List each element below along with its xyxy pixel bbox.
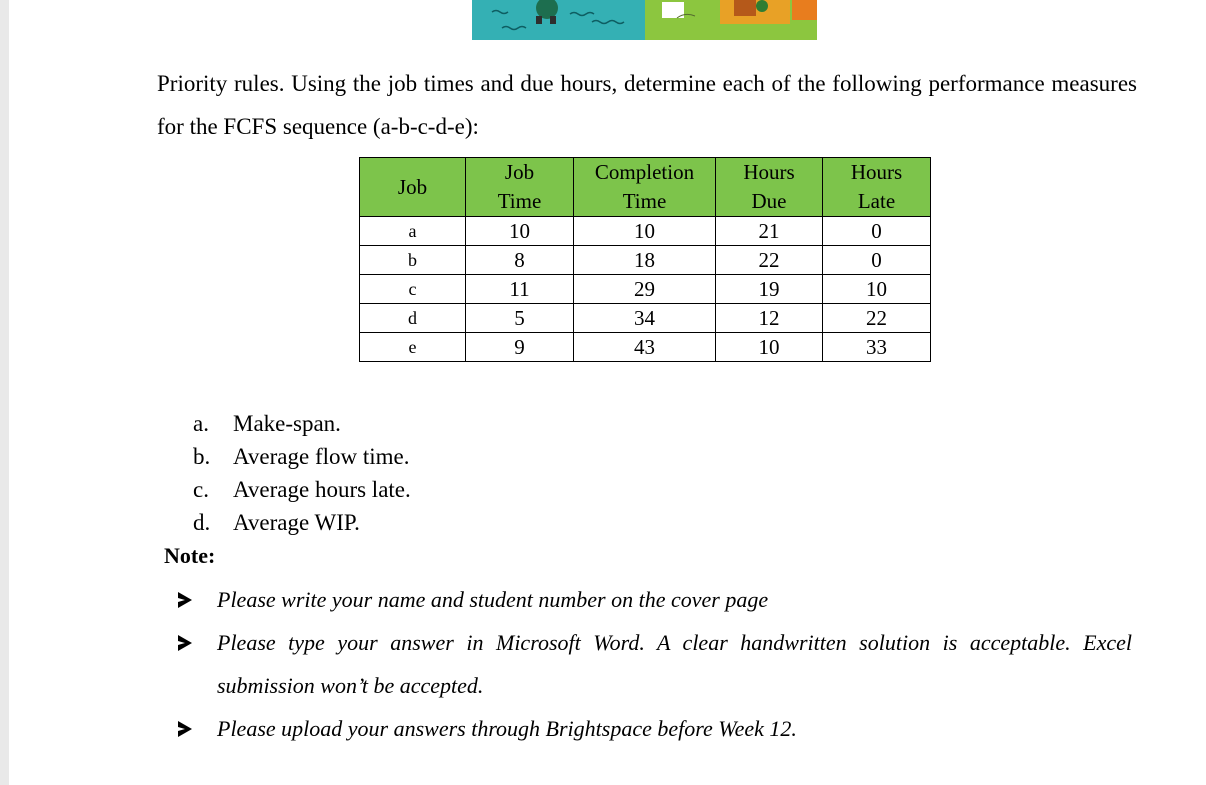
job-cell: e bbox=[360, 333, 466, 362]
hours-due-cell: 10 bbox=[716, 333, 823, 362]
job-cell: c bbox=[360, 275, 466, 304]
table-row bbox=[360, 217, 931, 246]
note-text: Please upload your answers through Brightspace before Week 12. bbox=[217, 716, 797, 741]
hours-due-cell: 12 bbox=[716, 304, 823, 333]
hours-due-cell: 19 bbox=[716, 275, 823, 304]
notes-list bbox=[178, 578, 1132, 750]
problem-statement: Priority rules. Using the job times and due hours, determine each of the following performance measures for the FCFS sequence (a-b-c-d-e): bbox=[157, 71, 1137, 139]
list-item-text: Average flow time. bbox=[233, 444, 410, 469]
job-table bbox=[359, 157, 931, 362]
job-cell: b bbox=[360, 246, 466, 275]
arrow-bullet-icon bbox=[178, 635, 192, 651]
list-item-text: Average hours late. bbox=[233, 477, 411, 502]
list-marker: a. bbox=[193, 411, 209, 436]
completion-time-cell: 18 bbox=[574, 246, 716, 275]
job-time-cell: 9 bbox=[466, 333, 574, 362]
list-item-text: Average WIP. bbox=[233, 510, 360, 535]
job-cell: d bbox=[360, 304, 466, 333]
list-marker: b. bbox=[193, 444, 211, 469]
arrow-bullet-icon bbox=[178, 592, 192, 608]
hours-late-cell: 22 bbox=[823, 304, 931, 333]
note-text: Please write your name and student number on the cover page bbox=[217, 587, 769, 612]
job-time-cell: 5 bbox=[466, 304, 574, 333]
note-item bbox=[178, 578, 1132, 621]
header-completion-time: Completion Time bbox=[574, 158, 716, 217]
header-hours-due: Hours Due bbox=[716, 158, 823, 217]
completion-time-cell: 43 bbox=[574, 333, 716, 362]
list-item-text: Make-span. bbox=[233, 411, 341, 436]
header-illustration bbox=[472, 0, 817, 40]
hours-late-cell: 0 bbox=[823, 246, 931, 275]
table-header-row bbox=[360, 158, 931, 217]
header-job-time: Job Time bbox=[466, 158, 574, 217]
table-row bbox=[360, 246, 931, 275]
list-marker: c. bbox=[193, 477, 209, 502]
note-item bbox=[178, 707, 1132, 750]
table-row bbox=[360, 333, 931, 362]
hours-due-cell: 21 bbox=[716, 217, 823, 246]
table-row bbox=[360, 275, 931, 304]
job-time-cell: 10 bbox=[466, 217, 574, 246]
list-item bbox=[193, 506, 411, 539]
arrow-bullet-icon bbox=[178, 721, 192, 737]
completion-time-cell: 10 bbox=[574, 217, 716, 246]
hours-late-cell: 10 bbox=[823, 275, 931, 304]
hours-late-cell: 0 bbox=[823, 217, 931, 246]
header-job: Job bbox=[360, 158, 466, 217]
completion-time-cell: 29 bbox=[574, 275, 716, 304]
measures-list bbox=[193, 407, 411, 539]
list-item bbox=[193, 407, 411, 440]
hours-late-cell: 33 bbox=[823, 333, 931, 362]
table-row bbox=[360, 304, 931, 333]
note-heading: Note: bbox=[164, 543, 216, 568]
job-time-cell: 11 bbox=[466, 275, 574, 304]
header-hours-late: Hours Late bbox=[823, 158, 931, 217]
note-text: Please type your answer in Microsoft Word. A clear handwritten solution is acceptable. Excel submission won’t be accepted. bbox=[217, 630, 1132, 698]
list-item bbox=[193, 473, 411, 506]
list-item bbox=[193, 440, 411, 473]
list-marker: d. bbox=[193, 510, 211, 535]
job-cell: a bbox=[360, 217, 466, 246]
note-item bbox=[178, 621, 1132, 707]
job-time-cell: 8 bbox=[466, 246, 574, 275]
hours-due-cell: 22 bbox=[716, 246, 823, 275]
completion-time-cell: 34 bbox=[574, 304, 716, 333]
page-edge bbox=[0, 0, 9, 785]
